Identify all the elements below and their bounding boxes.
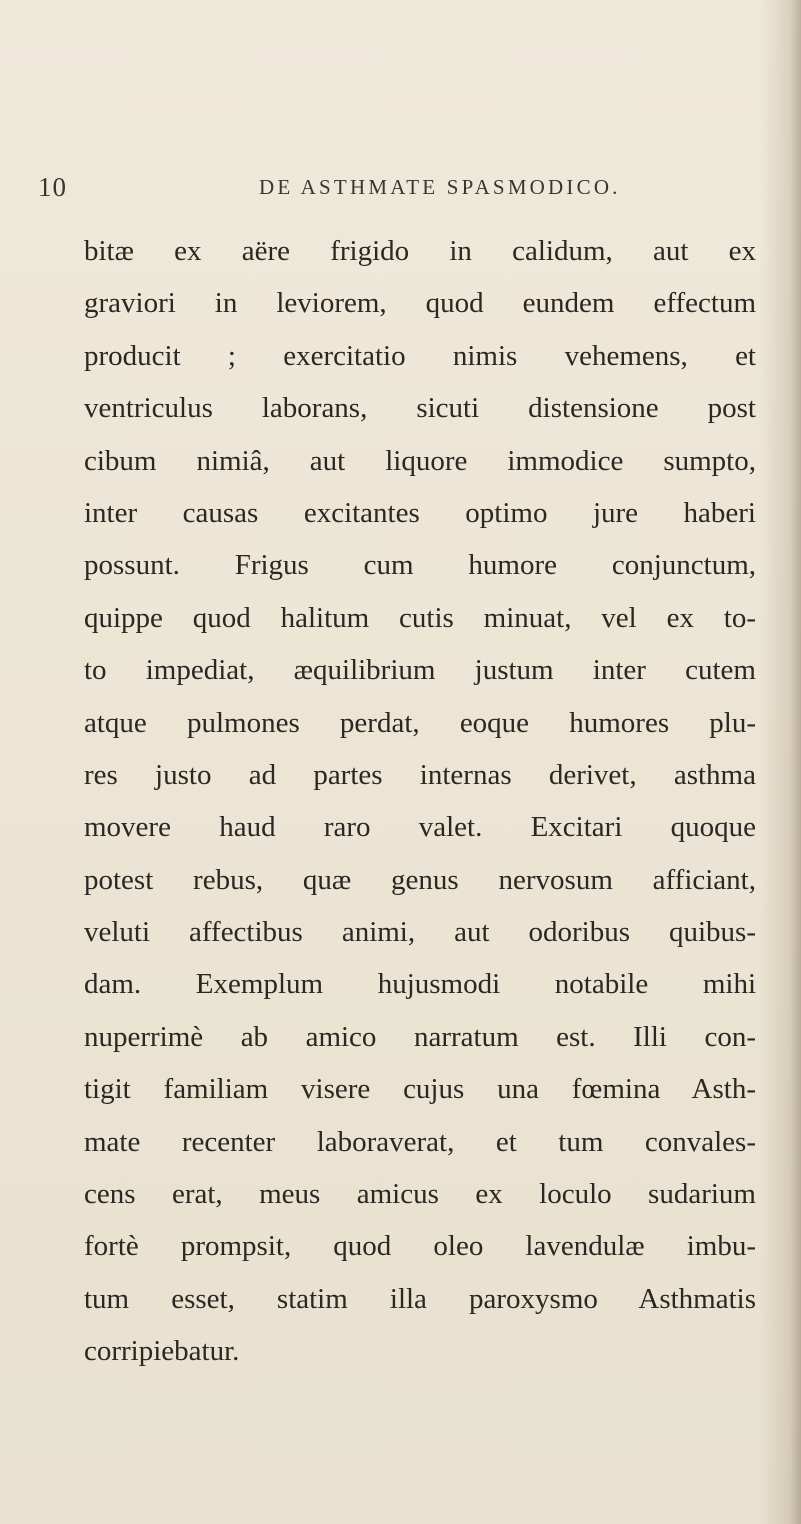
text-line: nuperrimè ab amico narratum est. Illi con-	[84, 1020, 756, 1053]
text-line: quippe quod halitum cutis minuat, vel ex to-	[84, 601, 756, 634]
text-line: corripiebatur.	[84, 1335, 240, 1368]
text-line: tum esset, statim illa paroxysmo Asthmatis	[84, 1282, 756, 1315]
text-line: bitæ ex aëre frigido in calidum, aut ex	[84, 235, 756, 267]
text-line: fortè prompsit, quod oleo lavendulæ imbu-	[84, 1230, 756, 1263]
page-header	[38, 172, 758, 202]
text-line: veluti affectibus animi, aut odoribus quibus-	[84, 916, 756, 949]
page-number: 10	[38, 172, 67, 202]
text-line: inter causas excitantes optimo jure haberi	[84, 496, 756, 529]
text-line: cibum nimiâ, aut liquore immodice sumpto,	[84, 444, 756, 477]
body-text	[84, 225, 756, 1378]
text-line: atque pulmones perdat, eoque humores plu-	[84, 706, 756, 739]
text-line: ventriculus laborans, sicuti distensione post	[84, 392, 756, 425]
text-line: movere haud raro valet. Excitari quoque	[84, 811, 756, 844]
running-title: DE ASTHMATE SPASMODICO.	[259, 175, 621, 199]
text-line: graviori in leviorem, quod eundem effectum	[84, 287, 756, 320]
text-line: res justo ad partes internas derivet, asthma	[84, 758, 756, 791]
text-line: dam. Exemplum hujusmodi notabile mihi	[84, 968, 756, 1001]
text-line: to impediat, æquilibrium justum inter cutem	[84, 654, 756, 687]
text-line: tigit familiam visere cujus una fœmina Asth-	[84, 1073, 756, 1106]
text-line: possunt. Frigus cum humore conjunctum,	[84, 549, 756, 582]
text-line: potest rebus, quæ genus nervosum afficiant,	[84, 863, 756, 896]
text-line: cens erat, meus amicus ex loculo sudarium	[84, 1178, 756, 1211]
text-line: producit ; exercitatio nimis vehemens, et	[84, 339, 756, 372]
text-line: mate recenter laboraverat, et tum convales-	[84, 1125, 756, 1158]
